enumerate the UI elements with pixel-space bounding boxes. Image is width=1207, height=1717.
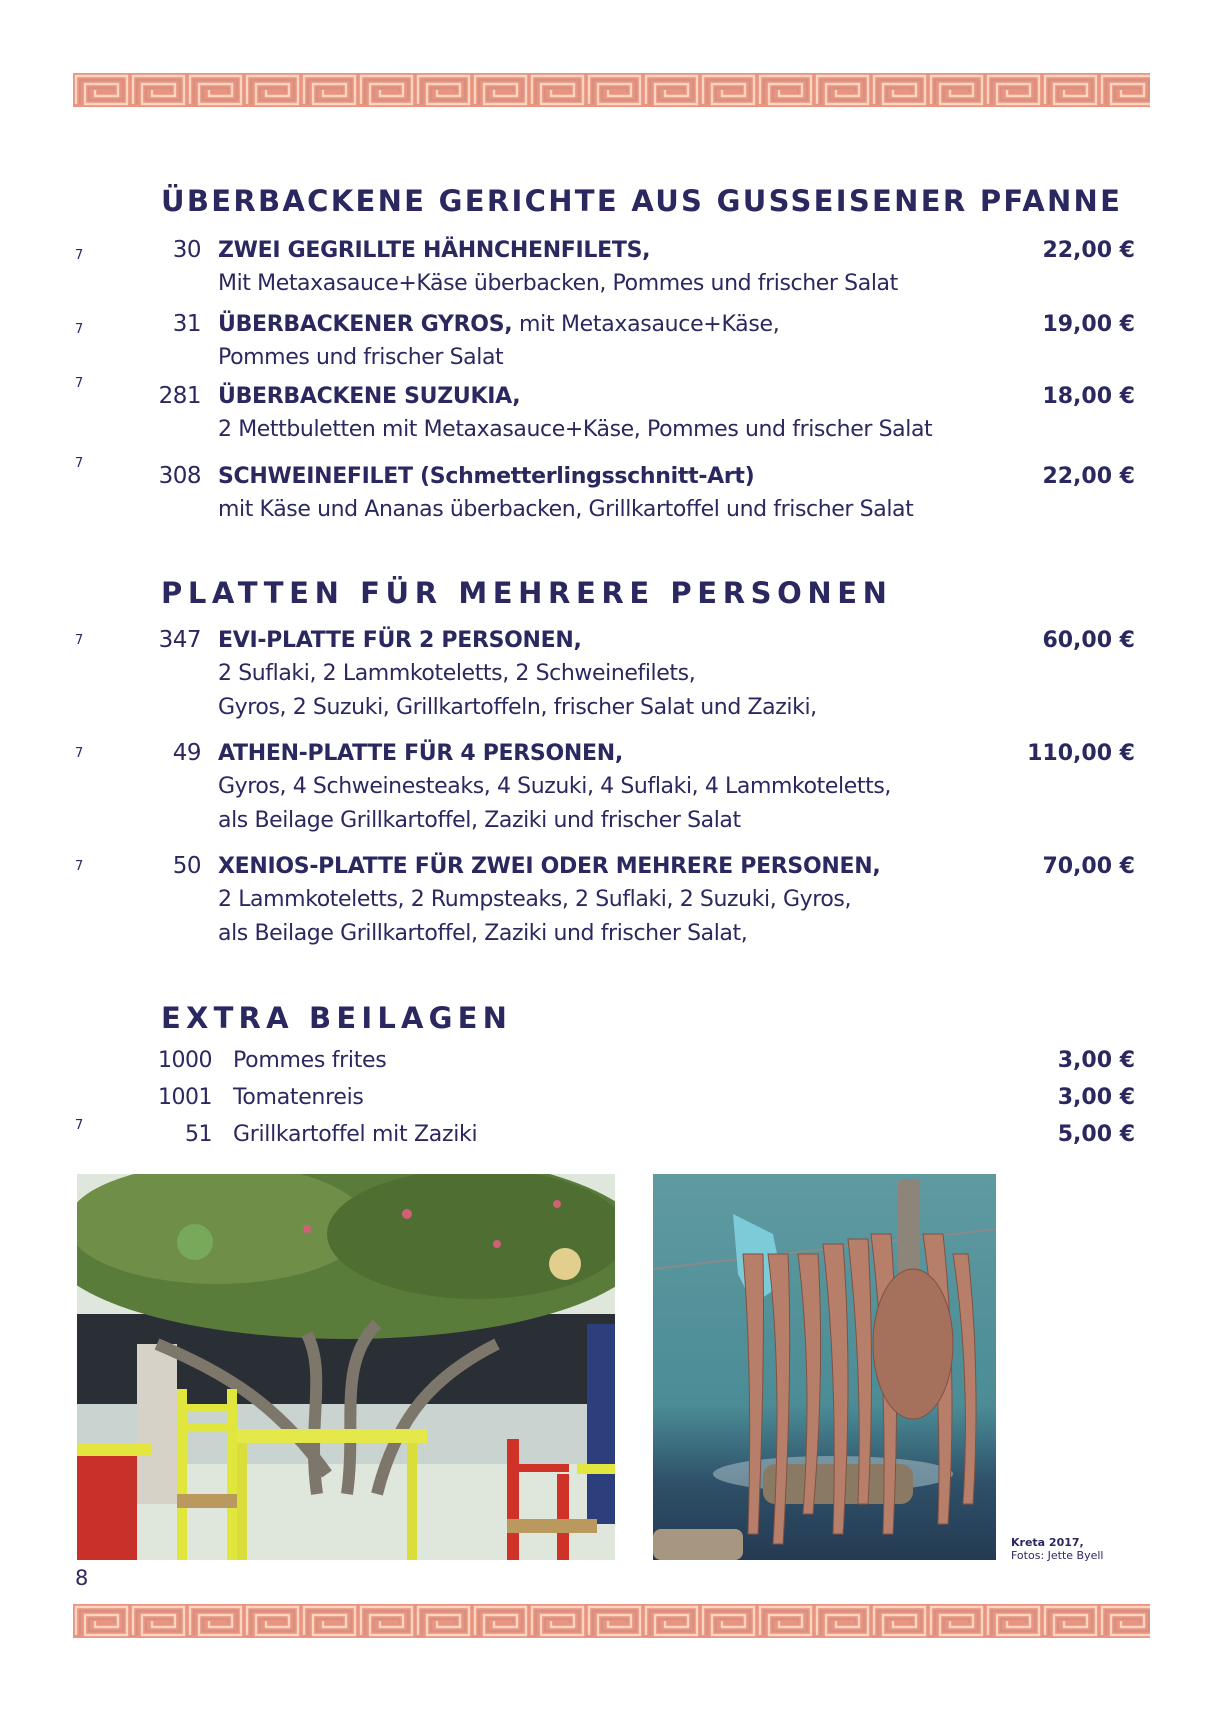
- side-item: [0, 1085, 1207, 1115]
- item-number: 347: [158, 627, 201, 653]
- footnote-marker: 7: [75, 859, 84, 874]
- section-title-ueberbackene: ÜBERBACKENE GERICHTE AUS GUSSEISENER PFANNE: [161, 184, 1123, 218]
- item-price: 19,00 €: [1042, 312, 1135, 337]
- page-number: 8: [75, 1566, 89, 1590]
- item-price: 3,00 €: [1057, 1048, 1135, 1073]
- item-description: als Beilage Grillkartoffel, Zaziki und frischer Salat: [218, 808, 741, 833]
- item-description: Gyros, 4 Schweinesteaks, 4 Suzuki, 4 Suflaki, 4 Lammkoteletts,: [218, 774, 891, 799]
- item-description: Mit Metaxasauce+Käse überbacken, Pommes und frischer Salat: [218, 271, 898, 296]
- item-number: 30: [172, 237, 201, 263]
- section-title-platten: PLATTEN FÜR MEHRERE PERSONEN: [161, 576, 893, 610]
- photo-caption: [1011, 1536, 1103, 1562]
- item-price: 3,00 €: [1057, 1085, 1135, 1110]
- item-number: 50: [172, 853, 201, 879]
- item-name: XENIOS-PLATTE FÜR ZWEI ODER MEHRERE PERSONEN,: [218, 854, 881, 879]
- item-number: 49: [172, 740, 201, 766]
- taverna-tree-photo: [77, 1174, 615, 1560]
- item-description: als Beilage Grillkartoffel, Zaziki und frischer Salat,: [218, 921, 748, 946]
- item-name: Grillkartoffel mit Zaziki: [233, 1122, 478, 1147]
- section-title-extra-beilagen: EXTRA BEILAGEN: [161, 1001, 513, 1035]
- item-number: 1001: [158, 1085, 212, 1110]
- item-number: 308: [158, 463, 201, 489]
- greek-key-border-top: [73, 73, 1150, 107]
- item-description: 2 Mettbuletten mit Metaxasauce+Käse, Pommes und frischer Salat: [218, 417, 933, 442]
- octopus-drying-photo: [653, 1174, 996, 1560]
- item-name: ÜBERBACKENE SUZUKIA,: [218, 384, 521, 409]
- item-price: 18,00 €: [1042, 384, 1135, 409]
- item-name: SCHWEINEFILET (Schmetterlingsschnitt-Art): [218, 464, 755, 489]
- item-price: 110,00 €: [1027, 741, 1135, 766]
- item-price: 60,00 €: [1042, 628, 1135, 653]
- greek-key-border-bottom: [73, 1604, 1150, 1638]
- footnote-marker: 7: [75, 1118, 84, 1133]
- item-name: ZWEI GEGRILLTE HÄHNCHENFILETS,: [218, 238, 651, 263]
- caption-title: Kreta 2017,: [1011, 1536, 1084, 1549]
- item-price: 22,00 €: [1042, 238, 1135, 263]
- item-name: Pommes frites: [233, 1048, 387, 1073]
- item-name: ATHEN-PLATTE FÜR 4 PERSONEN,: [218, 741, 623, 766]
- item-number: 281: [158, 383, 201, 409]
- item-number: 1000: [158, 1048, 212, 1073]
- footnote-marker: 7: [75, 633, 84, 648]
- footnote-marker: 7: [75, 456, 84, 471]
- item-name: EVI-PLATTE FÜR 2 PERSONEN,: [218, 628, 582, 653]
- item-price: 5,00 €: [1057, 1122, 1135, 1147]
- item-description: Pommes und frischer Salat: [218, 345, 504, 370]
- footnote-marker: 7: [75, 322, 84, 337]
- item-number: 31: [172, 311, 201, 337]
- footnote-marker: 7: [75, 248, 84, 263]
- side-item: [0, 1048, 1207, 1078]
- item-description: 2 Suflaki, 2 Lammkoteletts, 2 Schweinefilets,: [218, 661, 696, 686]
- item-description: mit Käse und Ananas überbacken, Grillkartoffel und frischer Salat: [218, 497, 914, 522]
- item-description: Gyros, 2 Suzuki, Grillkartoffeln, frischer Salat und Zaziki,: [218, 695, 817, 720]
- item-name: ÜBERBACKENER GYROS, mit Metaxasauce+Käse,: [218, 312, 780, 337]
- item-name: Tomatenreis: [233, 1085, 364, 1110]
- footnote-marker: 7: [75, 746, 84, 761]
- item-description: 2 Lammkoteletts, 2 Rumpsteaks, 2 Suflaki, 2 Suzuki, Gyros,: [218, 887, 852, 912]
- side-item: [0, 1118, 1207, 1152]
- item-number: 51: [185, 1122, 212, 1147]
- item-price: 22,00 €: [1042, 464, 1135, 489]
- item-price: 70,00 €: [1042, 854, 1135, 879]
- footnote-marker: 7: [75, 376, 84, 391]
- item-name-rest: mit Metaxasauce+Käse,: [512, 312, 780, 337]
- caption-credit: Fotos: Jette Byell: [1011, 1549, 1104, 1562]
